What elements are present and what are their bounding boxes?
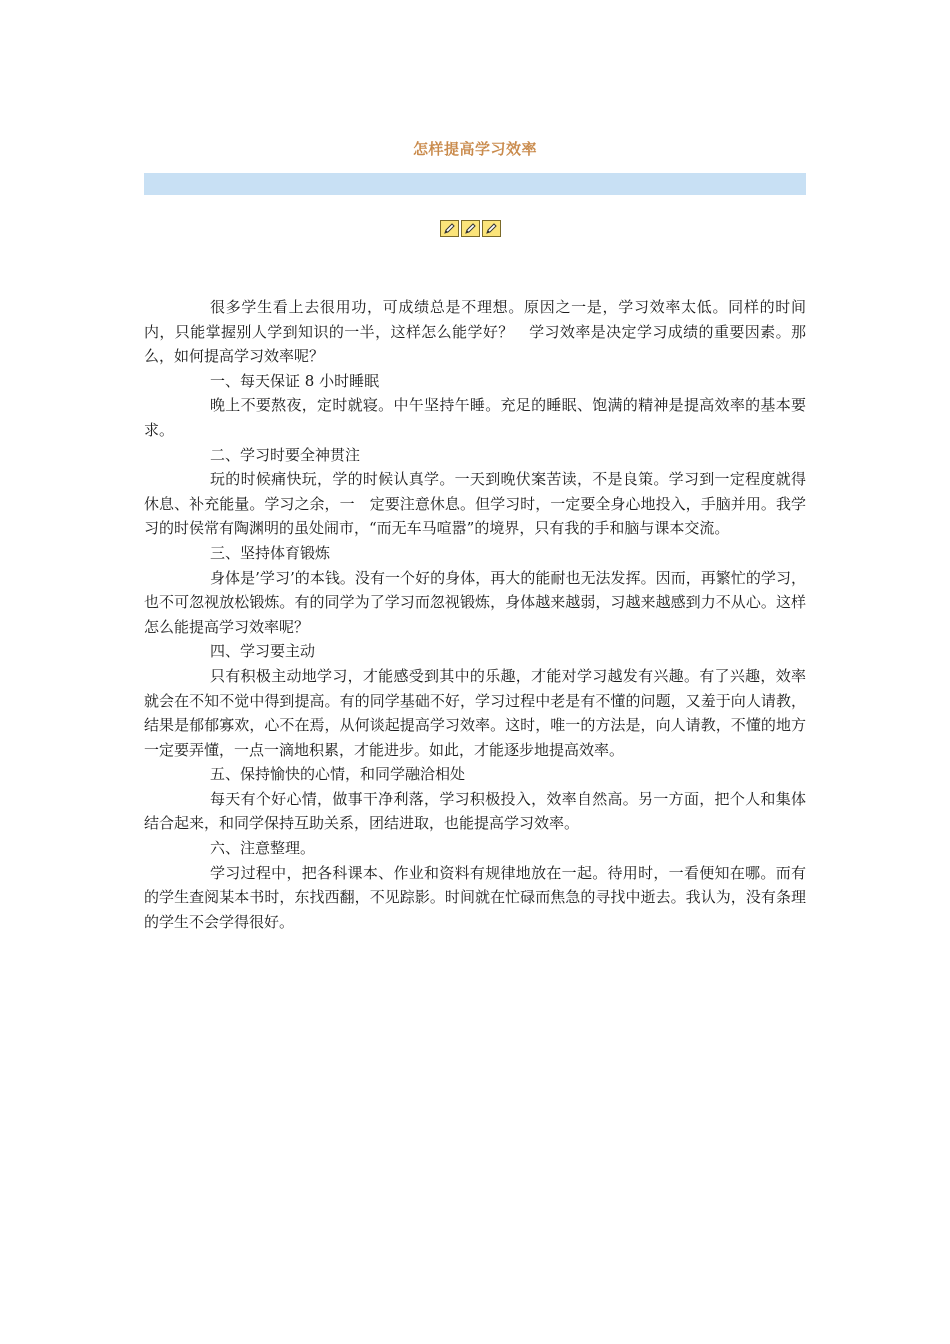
pencil-icon: [440, 220, 459, 237]
intro-paragraph: 很多学生看上去很用功，可成绩总是不理想。原因之一是，学习效率太低。同样的时间内，只能掌握别人学到知识的一半，这样怎么能学好？ 学习效率是决定学习成绩的重要因素。那么，如何提高学习效率呢？: [144, 298, 806, 366]
section-heading: 二、学习时要全神贯注: [210, 445, 361, 464]
decorative-icon-strip: [440, 220, 501, 238]
title-divider-bar: [144, 173, 806, 195]
body-paragraph: 身体是’学习’的本钱。没有一个好的身体，再大的能耐也无法发挥。因而，再繁忙的学习，也不可忽视放松锻炼。有的同学为了学习而忽视锻炼，身体越来越弱，习越来越感到力不从心。这样怎么能提高学习效率呢？: [144, 568, 806, 636]
section-heading: 五、保持愉快的心情，和同学融洽相处: [210, 765, 466, 784]
pencil-icon: [482, 220, 501, 237]
body-paragraph: 玩的时候痛快玩，学的时候认真学。一天到晚伏案苦读，不是良策。学习到一定程度就得休息、补充能量。学习之余，一 定要注意休息。但学习时，一定要全身心地投入，手脑并用。我学习的时侯常有陶渊明的虽处闹市，“而无车马喧嚣”的境界，只有我的手和脑与课本交流。: [144, 470, 806, 538]
article-body: [144, 295, 806, 934]
section-heading: 四、学习要主动: [210, 642, 316, 661]
body-paragraph: 每天有个好心情，做事干净利落，学习积极投入，效率自然高。另一方面，把个人和集体结合起来，和同学保持互助关系，团结进取，也能提高学习效率。: [144, 789, 806, 833]
section-heading: 三、坚持体育锻炼: [210, 543, 331, 562]
page-title: 怎样提高学习效率: [412, 140, 537, 158]
pencil-icon: [461, 220, 480, 237]
section-heading: 一、每天保证 8 小时睡眠: [210, 371, 380, 390]
body-paragraph: 学习过程中，把各科课本、作业和资料有规律地放在一起。待用时，一看便知在哪。而有的学生查阅某本书时，东找西翻，不见踪影。时间就在忙碌而焦急的寻找中逝去。我认为，没有条理的学生不会学得很好。: [144, 863, 806, 931]
body-paragraph: 晚上不要熬夜，定时就寝。中午坚持午睡。充足的睡眠、饱满的精神是提高效率的基本要求。: [144, 396, 806, 439]
body-paragraph: 只有积极主动地学习，才能感受到其中的乐趣，才能对学习越发有兴趣。有了兴趣，效率就会在不知不觉中得到提高。有的同学基础不好，学习过程中老是有不懂的问题，又羞于向人请教，结果是郁郁寡欢，心不在焉，从何谈起提高学习效率。这时，唯一的方法是，向人请教，不懂的地方一定要弄懂，一点一滴地积累，才能进步。如此，才能逐步地提高效率。: [144, 666, 806, 759]
section-heading: 六、注意整理。: [210, 839, 316, 858]
